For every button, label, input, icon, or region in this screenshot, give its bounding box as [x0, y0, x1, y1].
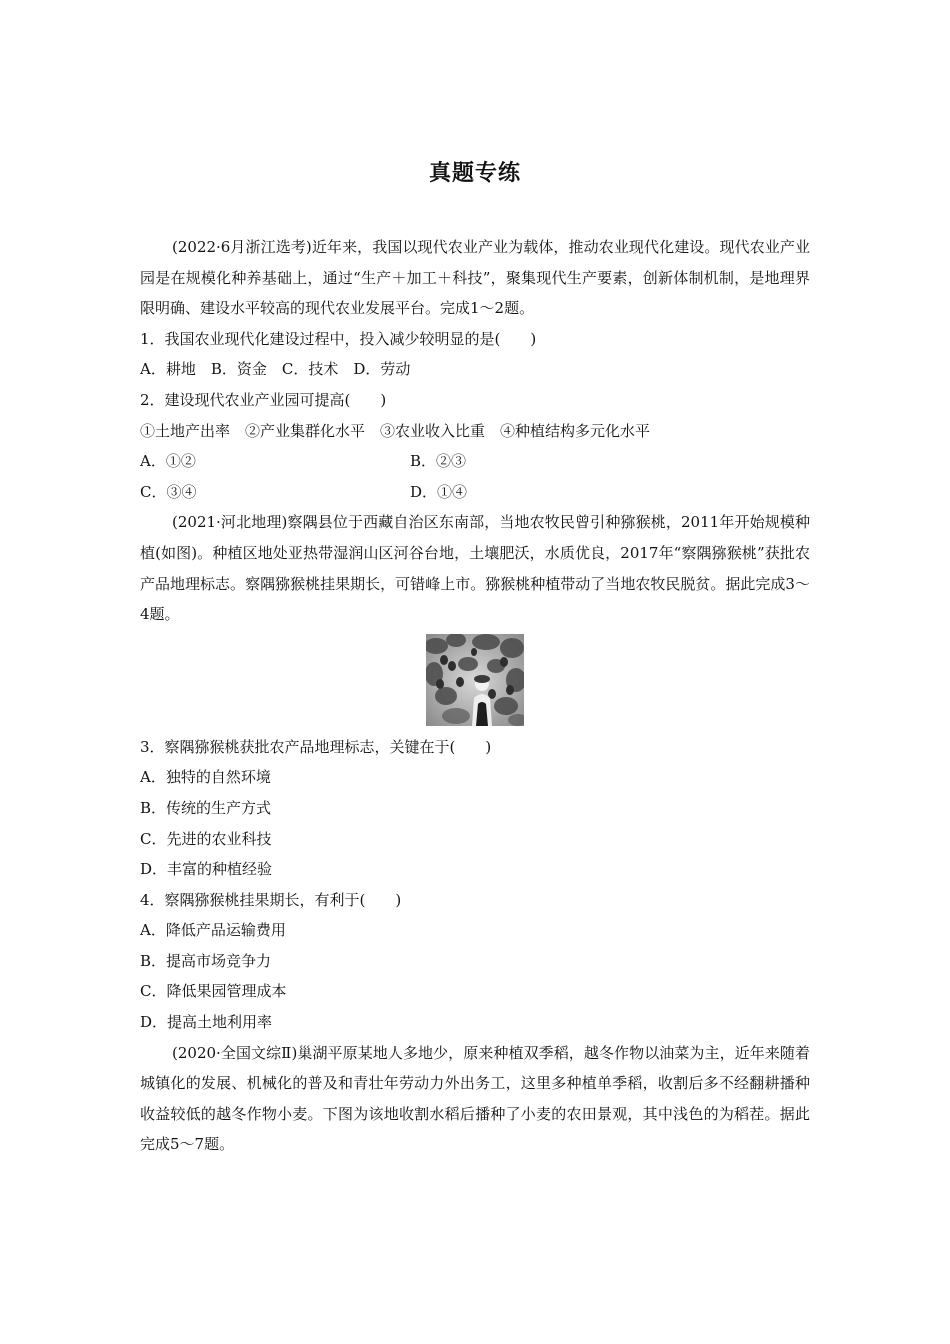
content [140, 232, 810, 1160]
q3-option-d: D．丰富的种植经验 [140, 860, 273, 879]
q2-options-row-1 [140, 446, 810, 477]
q2-option-c: C．③④ [140, 482, 197, 501]
q4-option-d: D．提高土地利用率 [140, 1013, 273, 1032]
q4-stem: 4．察隅猕猴桃挂果期长，有利于( ) [140, 890, 402, 909]
page-title: 真题专练 [428, 161, 521, 186]
group3-intro: (2020·全国文综Ⅱ)巢湖平原某地人多地少，原来种植双季稻，越冬作物以油菜为主，近年来随着城镇化的发展、机械化的普及和青壮年劳动力外出务工，这里多种植单季稻，收割后多不经翻耕播种收益较低的越冬作物小麦。下图为该地收割水稻后播种了小麦的农田景观，其中浅色的为稻茬。据此完成5～7题。 [140, 1043, 810, 1154]
group1-intro: (2022·6月浙江选考)近年来，我国以现代农业产业为载体，推动农业现代化建设。现代农业产业园是在规模化种养基础上，通过“生产＋加工＋科技”，聚集现代生产要素，创新体制机制，是地理界限明确、建设水平较高的现代农业发展平台。完成1～2题。 [140, 238, 810, 318]
q3-option-c: C．先进的农业科技 [140, 829, 272, 848]
q3-stem: 3．察隅猕猴桃获批农产品地理标志，关键在于( ) [140, 737, 492, 756]
kiwi-photo-container [140, 630, 810, 732]
q3-option-b: B．传统的生产方式 [140, 798, 272, 817]
q4-option-b: B．提高市场竞争力 [140, 951, 272, 970]
q1-options: A．耕地 B．资金 C．技术 D．劳动 [140, 360, 411, 379]
q2-options-row-2 [140, 477, 810, 508]
group2-intro: (2021·河北地理)察隅县位于西藏自治区东南部，当地农牧民曾引种猕猴桃，2011年开始规模种植(如图)。种植区地处亚热带湿润山区河谷台地，土壤肥沃，水质优良，2017年“察隅猕猴桃”获批农产品地理标志。察隅猕猴桃挂果期长，可错峰上市。猕猴桃种植带动了当地农牧民脱贫。据此完成3～4题。 [140, 513, 810, 624]
q1-stem: 1．我国农业现代化建设过程中，投入减少较明显的是( ) [140, 329, 537, 348]
q4-option-a: A．降低产品运输费用 [140, 921, 286, 940]
q3-option-a: A．独特的自然环境 [140, 768, 271, 787]
q2-stem: 2．建设现代农业产业园可提高( ) [140, 390, 387, 409]
q2-option-d: D．①④ [410, 482, 468, 501]
kiwi-orchard-photo [426, 634, 524, 726]
q2-items: ①土地产出率 ②产业集群化水平 ③农业收入比重 ④种植结构多元化水平 [140, 421, 651, 440]
q2-option-a: A．①② [140, 452, 196, 471]
q4-option-c: C．降低果园管理成本 [140, 982, 287, 1001]
q2-option-b: B．②③ [410, 452, 467, 471]
